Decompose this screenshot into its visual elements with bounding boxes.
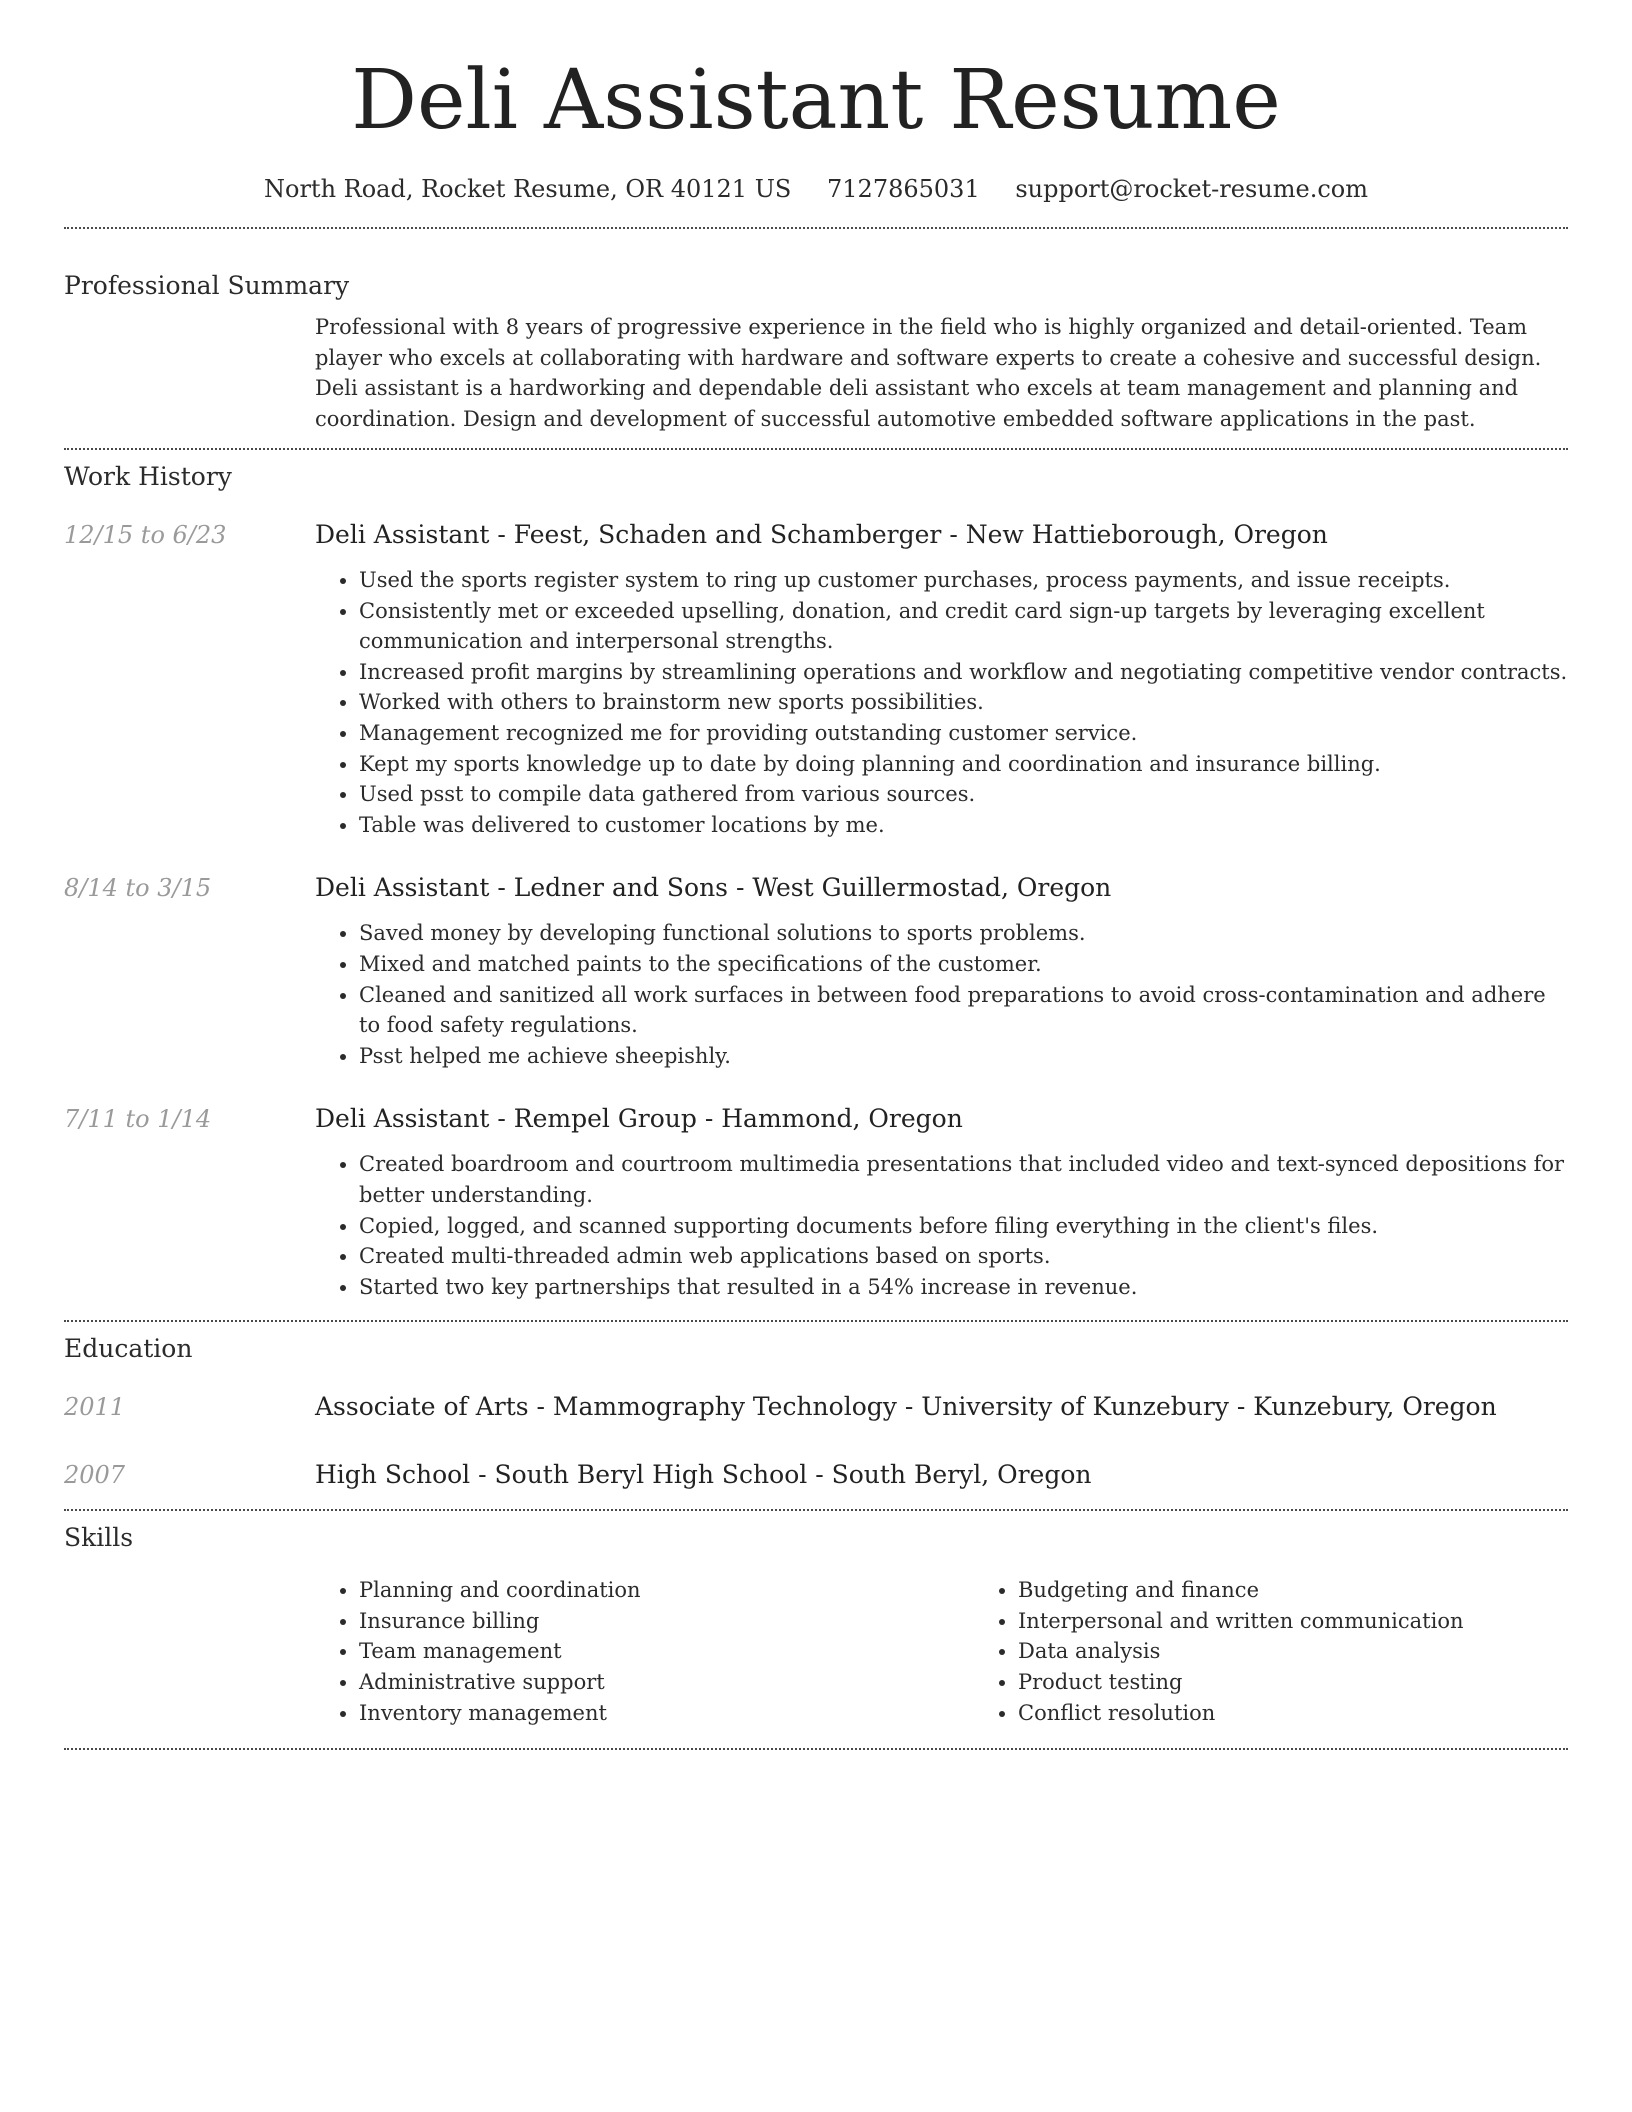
resume-page	[64, 0, 1568, 1750]
summary-text: Professional with 8 years of progressive experience in the field who is highly organized and detail-oriented. Team player who excels at collaborating with hardware and software experts to create a cohesive and successful design. Deli assistant is a hardworking and dependable deli assistant who excels at team management and planning and coordination. Design and development of successful automotive embedded software applications in the past.	[315, 315, 1542, 431]
divider	[64, 227, 1568, 229]
education-entry	[64, 1458, 1568, 1492]
skill-item: • Product testing	[1018, 1667, 1632, 1698]
job-bullet: • Used psst to compile data gathered from various sources.	[359, 779, 1568, 810]
skills-list-right	[974, 1575, 1632, 1728]
summary-row	[64, 312, 1568, 434]
job-bullet: • Mixed and matched paints to the specifications of the customer.	[359, 949, 1568, 980]
job-bullet: • Increased profit margins by streamlining operations and workflow and negotiating competitive vendor contracts.	[359, 657, 1568, 688]
job-entry	[64, 871, 1568, 1071]
email: support@rocket-resume.com	[1015, 175, 1368, 203]
education-text: Associate of Arts - Mammography Technology - University of Kunzebury - Kunzebury, Oregon	[315, 1392, 1497, 1422]
job-dates: 8/14 to 3/15	[64, 874, 212, 903]
phone: 7127865031	[827, 175, 980, 203]
skill-item: • Conflict resolution	[1018, 1698, 1632, 1729]
skill-item: • Planning and coordination	[359, 1575, 974, 1606]
section-title-work-history: Work History	[64, 462, 232, 491]
contact-line	[64, 172, 1568, 206]
job-bullets	[315, 1149, 1568, 1302]
education-text: High School - South Beryl High School - South Beryl, Oregon	[315, 1460, 1092, 1490]
skills-list-left	[315, 1575, 974, 1728]
job-heading: Deli Assistant - Ledner and Sons - West Guillermostad, Oregon	[315, 873, 1112, 903]
skill-item: • Data analysis	[1018, 1636, 1632, 1667]
skill-item: • Budgeting and finance	[1018, 1575, 1632, 1606]
job-heading: Deli Assistant - Rempel Group - Hammond, Oregon	[315, 1104, 963, 1134]
job-dates: 12/15 to 6/23	[64, 521, 227, 549]
job-bullet: • Management recognized me for providing outstanding customer service.	[359, 718, 1568, 749]
section-title-summary: Professional Summary	[64, 271, 350, 300]
skills-row	[64, 1575, 1568, 1728]
divider	[64, 448, 1568, 450]
skills-columns	[315, 1575, 1632, 1728]
job-bullet: • Kept my sports knowledge up to date by doing planning and coordination and insurance billing.	[359, 749, 1568, 780]
skill-item: • Inventory management	[359, 1698, 974, 1729]
divider	[64, 1320, 1568, 1322]
education-entry	[64, 1390, 1568, 1424]
job-entry	[64, 518, 1568, 840]
address: North Road, Rocket Resume, OR 40121 US	[264, 175, 792, 203]
skill-item: • Insurance billing	[359, 1606, 974, 1637]
resume-title: Deli Assistant Resume	[351, 53, 1281, 148]
job-bullet: • Saved money by developing functional solutions to sports problems.	[359, 918, 1568, 949]
job-dates: 7/11 to 1/14	[64, 1105, 212, 1134]
divider	[64, 1509, 1568, 1511]
job-bullet: • Started two key partnerships that resulted in a 54% increase in revenue.	[359, 1272, 1568, 1303]
job-bullet: • Worked with others to brainstorm new sports possibilities.	[359, 687, 1568, 718]
education-year: 2011	[64, 1393, 126, 1422]
job-bullet: • Used the sports register system to ring up customer purchases, process payments, and issue receipts.	[359, 565, 1568, 596]
job-bullets	[315, 565, 1568, 840]
education-year: 2007	[64, 1461, 126, 1490]
job-bullet: • Consistently met or exceeded upselling, donation, and credit card sign-up targets by leveraging excellent communication and interpersonal strengths.	[359, 596, 1568, 657]
skill-item: • Interpersonal and written communication	[1018, 1606, 1632, 1637]
job-heading: Deli Assistant - Feest, Schaden and Schamberger - New Hattieborough, Oregon	[315, 520, 1328, 549]
job-bullet: • Table was delivered to customer locations by me.	[359, 810, 1568, 841]
job-bullet: • Created multi-threaded admin web applications based on sports.	[359, 1241, 1568, 1272]
section-title-education: Education	[64, 1334, 193, 1364]
divider	[64, 1748, 1568, 1750]
skill-item: • Administrative support	[359, 1667, 974, 1698]
job-bullet: • Created boardroom and courtroom multimedia presentations that included video and text-synced depositions for better understanding.	[359, 1149, 1568, 1210]
job-bullet: • Cleaned and sanitized all work surfaces in between food preparations to avoid cross-contamination and adhere to food safety regulations.	[359, 980, 1568, 1041]
job-bullet: • Copied, logged, and scanned supporting documents before filing everything in the client's files.	[359, 1211, 1568, 1242]
job-bullets	[315, 918, 1568, 1071]
section-title-skills: Skills	[64, 1523, 134, 1553]
job-entry	[64, 1102, 1568, 1302]
job-bullet: • Psst helped me achieve sheepishly.	[359, 1041, 1568, 1072]
skill-item: • Team management	[359, 1636, 974, 1667]
